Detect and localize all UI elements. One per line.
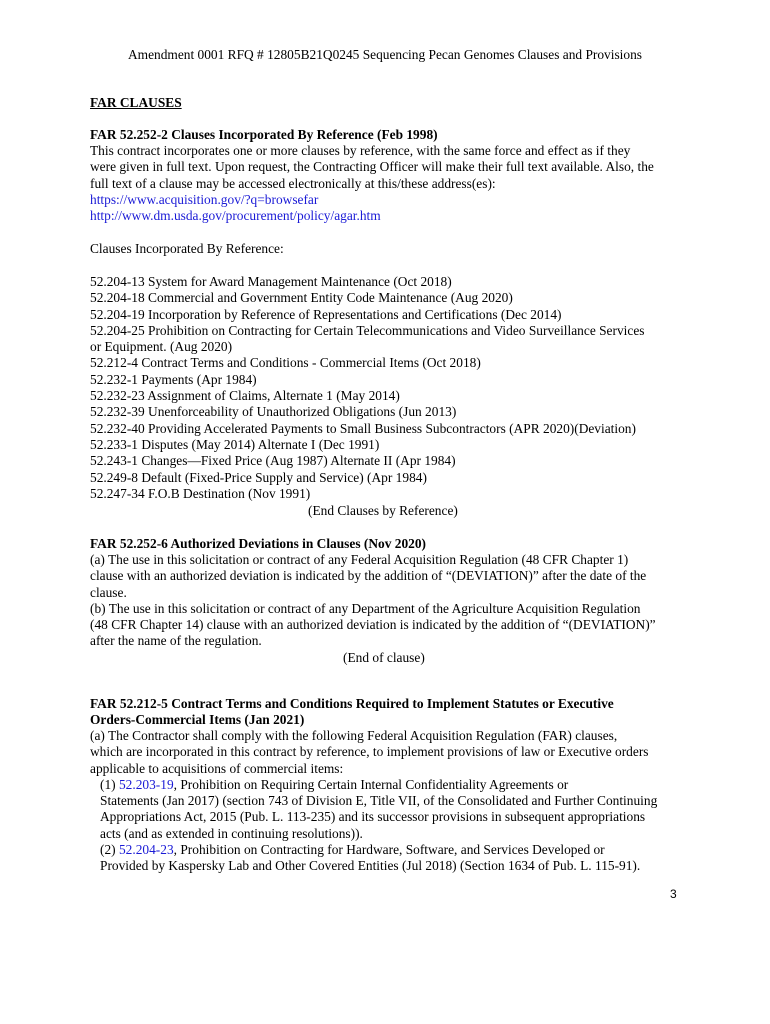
list-item-2	[90, 842, 690, 858]
body-line: were given in full text. Upon request, the Contracting Officer will make their full text available. Also, the	[90, 159, 654, 175]
list-item: 52.232-1 Payments (Apr 1984)	[90, 371, 257, 387]
clause-body-52-252-2	[90, 143, 690, 224]
list-item: 52.232-40 Providing Accelerated Payments to Small Business Subcontractors (APR 2020)(Deviation)	[90, 420, 636, 436]
clause-body-52-212-5	[90, 728, 690, 875]
body-line: (48 CFR Chapter 14) clause with an authorized deviation is indicated by the addition of “(DEVIATION)”	[90, 617, 656, 633]
body-line: (a) The Contractor shall comply with the following Federal Acquisition Regulation (FAR) clauses,	[90, 728, 618, 743]
list-item: 52.247-34 F.O.B Destination (Nov 1991)	[90, 485, 311, 501]
heading-line: FAR 52.212-5 Contract Terms and Conditions Required to Implement Statutes or Executive	[90, 696, 614, 711]
clause-heading-52-252-2: FAR 52.252-2 Clauses Incorporated By Reference (Feb 1998)	[90, 127, 438, 142]
item-number: (1)	[100, 776, 119, 792]
body-line: (b) The use in this solicitation or contract of any Department of the Agriculture Acquisition Regulation	[90, 600, 641, 616]
list-item: 52.204-19 Incorporation by Reference of Representations and Certifications (Dec 2014)	[90, 306, 562, 322]
item-continuation: acts (and as extended in continuing resolutions)).	[100, 825, 363, 841]
list-item: or Equipment. (Aug 2020)	[90, 339, 233, 355]
body-line: applicable to acquisitions of commercial items:	[90, 760, 344, 776]
body-line: after the name of the regulation.	[90, 633, 262, 649]
body-line: (a) The use in this solicitation or contract of any Federal Acquisition Regulation (48 CFR Chapter 1)	[90, 552, 629, 567]
item-number: (2)	[100, 842, 119, 858]
body-line: full text of a clause may be accessed electronically at this/these address(es):	[90, 175, 496, 191]
far-52-203-19-link[interactable]: 52.203-19	[118, 776, 174, 792]
item-continuation: Provided by Kaspersky Lab and Other Covered Entities (Jul 2018) (Section 1634 of Pub. L. 115-91).	[100, 858, 641, 874]
clauses-intro: Clauses Incorporated By Reference:	[90, 241, 284, 256]
clause-heading-52-212-5	[90, 696, 690, 729]
item-text: , Prohibition on Requiring Certain Internal Confidentiality Agreements or	[173, 776, 569, 792]
end-of-clause: (End of clause)	[343, 650, 425, 665]
list-item: 52.212-4 Contract Terms and Conditions - Commercial Items (Oct 2018)	[90, 355, 481, 371]
item-text: , Prohibition on Contracting for Hardware, Software, and Services Developed or	[173, 842, 605, 858]
body-line: clause with an authorized deviation is indicated by the addition of “(DEVIATION)” after the date of the	[90, 568, 647, 584]
item-continuation: Appropriations Act, 2015 (Pub. L. 113-235) and its successor provisions in subsequent appropriations	[100, 809, 646, 825]
list-item: 52.233-1 Disputes (May 2014) Alternate I (Dec 1991)	[90, 436, 380, 452]
list-item: 52.232-23 Assignment of Claims, Alternate 1 (May 2014)	[90, 388, 400, 404]
page-number: 3	[670, 887, 677, 901]
end-clauses-by-reference: (End Clauses by Reference)	[308, 503, 458, 518]
body-line: clause.	[90, 584, 127, 600]
body-line: which are incorporated in this contract by reference, to implement provisions of law or Executive orders	[90, 744, 649, 760]
clause-list	[90, 274, 690, 502]
list-item: 52.243-1 Changes—Fixed Price (Aug 1987) Alternate II (Apr 1984)	[90, 453, 456, 469]
far-52-204-23-link[interactable]: 52.204-23	[118, 842, 174, 858]
item-continuation: Statements (Jan 2017) (section 743 of Division E, Title VII, of the Consolidated and Further Continuing	[100, 793, 658, 809]
body-line: This contract incorporates one or more clauses by reference, with the same force and effect as if they	[90, 143, 631, 158]
list-item: 52.204-18 Commercial and Government Entity Code Maintenance (Aug 2020)	[90, 290, 513, 306]
list-item: 52.204-13 System for Award Management Maintenance (Oct 2018)	[90, 274, 452, 289]
heading-line: Orders-Commercial Items (Jan 2021)	[90, 712, 305, 728]
section-title: FAR CLAUSES	[90, 95, 182, 110]
page-header: Amendment 0001 RFQ # 12805B21Q0245 Sequencing Pecan Genomes Clauses and Provisions	[127, 47, 642, 62]
clause-body-52-252-6	[90, 552, 690, 650]
list-item: 52.232-39 Unenforceability of Unauthorized Obligations (Jun 2013)	[90, 404, 457, 420]
list-item-1	[90, 777, 690, 793]
list-item: 52.204-25 Prohibition on Contracting for Certain Telecommunications and Video Surveillance Services	[90, 322, 645, 338]
usda-agar-link[interactable]: http://www.dm.usda.gov/procurement/policy/agar.htm	[90, 208, 381, 224]
clause-heading-52-252-6: FAR 52.252-6 Authorized Deviations in Clauses (Nov 2020)	[90, 536, 427, 551]
list-item: 52.249-8 Default (Fixed-Price Supply and Service) (Apr 1984)	[90, 469, 427, 485]
acquisition-gov-link[interactable]: https://www.acquisition.gov/?q=browsefar	[90, 191, 319, 207]
